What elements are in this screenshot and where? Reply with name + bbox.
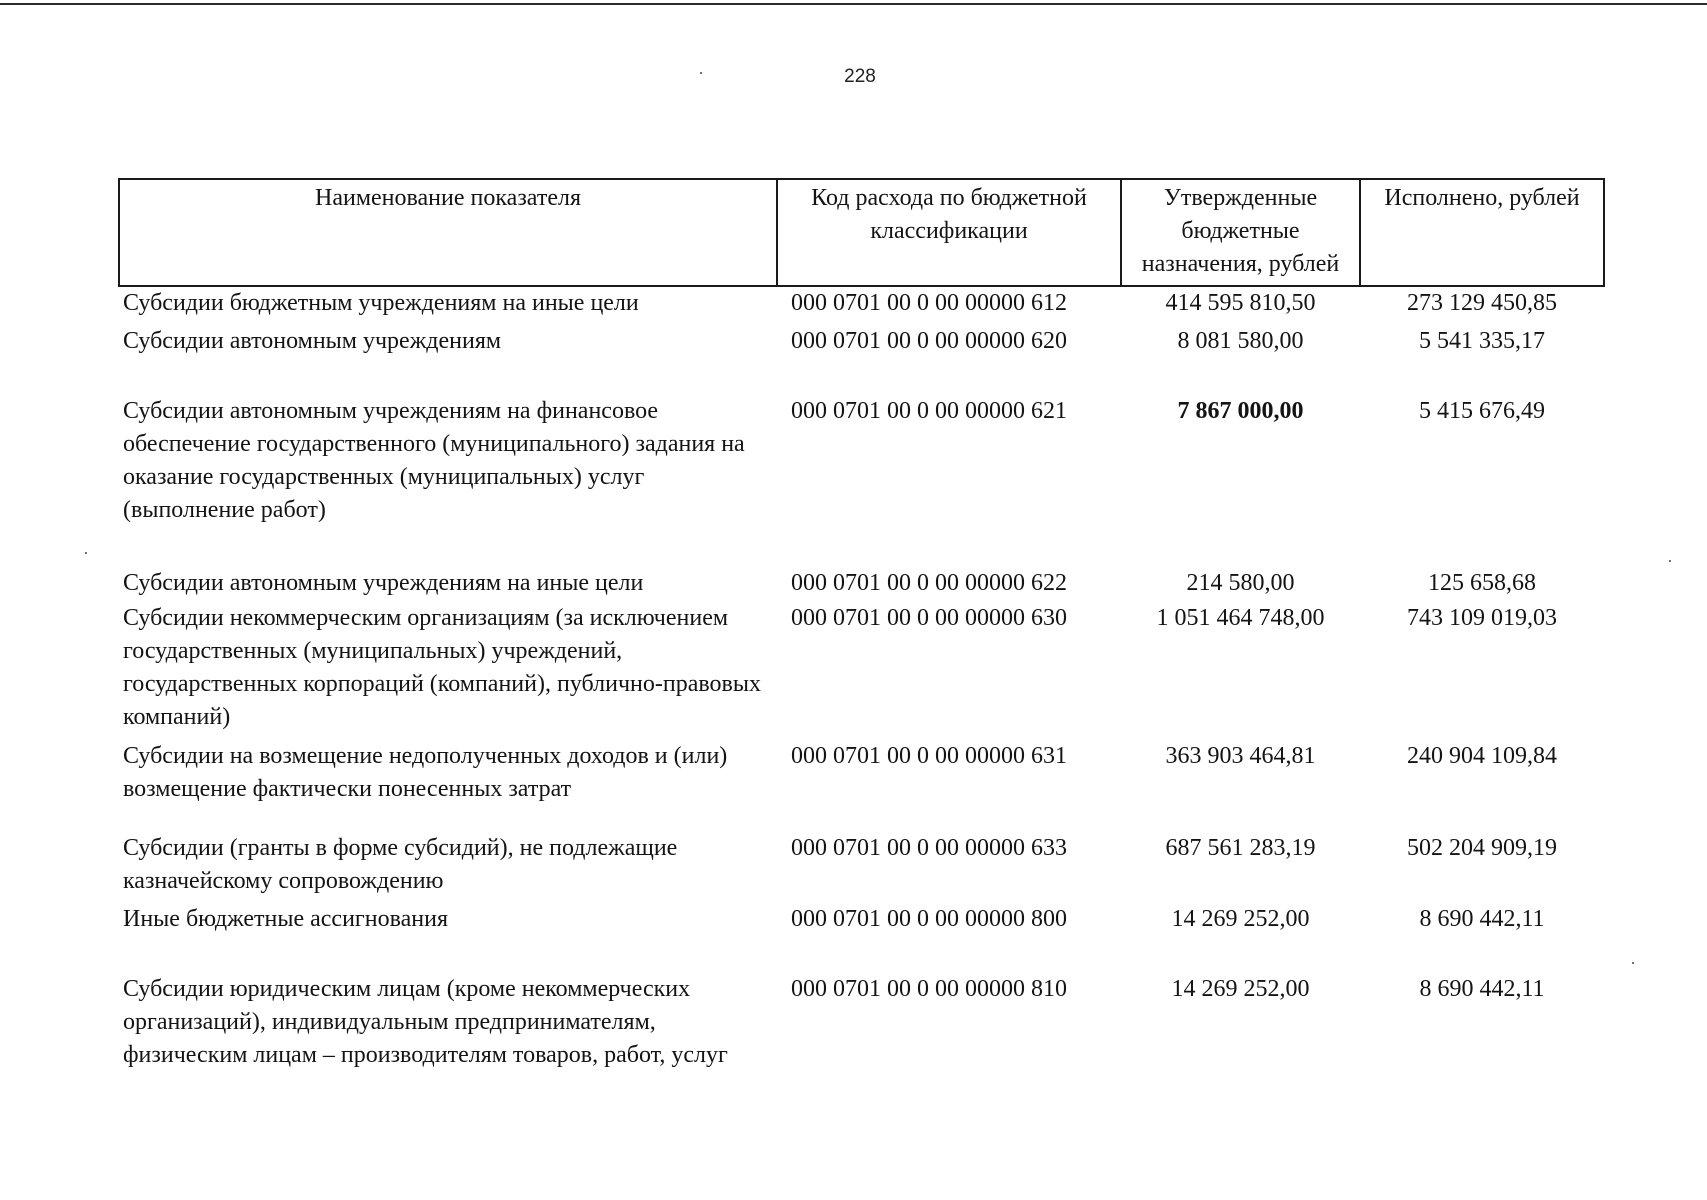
header-approved-amount: Утвержденные бюджетные назначения, рублей bbox=[1121, 179, 1360, 286]
row-code: 000 0701 00 0 00 00000 621 bbox=[791, 398, 1067, 424]
row-executed: 240 904 109,84 bbox=[1407, 743, 1557, 769]
row-code: 000 0701 00 0 00 00000 620 bbox=[791, 328, 1067, 354]
scan-speck bbox=[85, 552, 87, 554]
row-executed: 5 415 676,49 bbox=[1419, 398, 1545, 424]
budget-execution-table bbox=[118, 178, 1605, 1113]
row-code: 000 0701 00 0 00 00000 800 bbox=[791, 906, 1067, 932]
page-number: 228 bbox=[844, 66, 876, 87]
row-executed: 502 204 909,19 bbox=[1407, 835, 1557, 861]
row-code: 000 0701 00 0 00 00000 633 bbox=[791, 835, 1067, 861]
table-row bbox=[119, 740, 1604, 832]
row-code: 000 0701 00 0 00 00000 631 bbox=[791, 743, 1067, 769]
row-executed: 5 541 335,17 bbox=[1419, 328, 1545, 354]
table-row bbox=[119, 286, 1604, 325]
row-approved: 687 561 283,19 bbox=[1165, 835, 1316, 861]
table-row bbox=[119, 395, 1604, 567]
row-approved: 414 595 810,50 bbox=[1165, 290, 1316, 316]
scan-speck bbox=[700, 72, 702, 74]
row-approved: 14 269 252,00 bbox=[1171, 976, 1310, 1002]
row-approved: 7 867 000,00 bbox=[1177, 398, 1304, 424]
row-code: 000 0701 00 0 00 00000 810 bbox=[791, 976, 1067, 1002]
header-expense-code: Код расхода по бюджетной классификации bbox=[777, 179, 1121, 286]
row-executed: 8 690 442,11 bbox=[1419, 976, 1545, 1002]
table-row bbox=[119, 973, 1604, 1113]
scan-speck bbox=[1632, 962, 1634, 964]
row-name: Субсидии автономным учреждениям bbox=[123, 328, 502, 354]
row-name: Субсидии бюджетным учреждениям на иные цели bbox=[123, 290, 639, 316]
row-executed: 273 129 450,85 bbox=[1407, 290, 1557, 316]
table-row bbox=[119, 903, 1604, 973]
table-row bbox=[119, 325, 1604, 395]
row-name: Субсидии автономным учреждениям на финансовое обеспечение государственного (муниципального) задания на оказание государственных (муниципальных) услуг (выполнение работ) bbox=[123, 398, 745, 523]
table-header-row bbox=[119, 179, 1604, 286]
row-approved: 14 269 252,00 bbox=[1171, 906, 1310, 932]
row-code: 000 0701 00 0 00 00000 630 bbox=[791, 605, 1067, 631]
table-row bbox=[119, 602, 1604, 740]
row-name: Субсидии автономным учреждениям на иные цели bbox=[123, 570, 644, 596]
scan-speck bbox=[1669, 560, 1671, 562]
row-code: 000 0701 00 0 00 00000 612 bbox=[791, 290, 1067, 316]
row-approved: 8 081 580,00 bbox=[1177, 328, 1304, 354]
header-executed-amount: Исполнено, рублей bbox=[1360, 179, 1604, 286]
header-indicator-name: Наименование показателя bbox=[119, 179, 777, 286]
row-approved: 214 580,00 bbox=[1186, 570, 1295, 596]
row-name: Субсидии (гранты в форме субсидий), не подлежащие казначейскому сопровождению bbox=[123, 835, 678, 894]
row-executed: 8 690 442,11 bbox=[1419, 906, 1545, 932]
table-row bbox=[119, 832, 1604, 903]
row-name: Иные бюджетные ассигнования bbox=[123, 906, 448, 932]
row-executed: 125 658,68 bbox=[1428, 570, 1536, 596]
row-code: 000 0701 00 0 00 00000 622 bbox=[791, 570, 1067, 596]
row-approved: 363 903 464,81 bbox=[1165, 743, 1316, 769]
row-executed: 743 109 019,03 bbox=[1407, 605, 1557, 631]
row-name: Субсидии юридическим лицам (кроме некоммерческих организаций), индивидуальным предпринимателям, физическим лицам – производителям товаров, работ, услуг bbox=[123, 976, 728, 1068]
row-name: Субсидии некоммерческим организациям (за исключением государственных (муниципальных) учреждений, государственных корпораций (компаний), публично-правовых компаний) bbox=[123, 605, 761, 730]
top-border-line bbox=[0, 3, 1707, 5]
row-name: Субсидии на возмещение недополученных доходов и (или) возмещение фактически понесенных затрат bbox=[123, 743, 728, 802]
table-row bbox=[119, 567, 1604, 602]
row-approved: 1 051 464 748,00 bbox=[1156, 605, 1325, 631]
